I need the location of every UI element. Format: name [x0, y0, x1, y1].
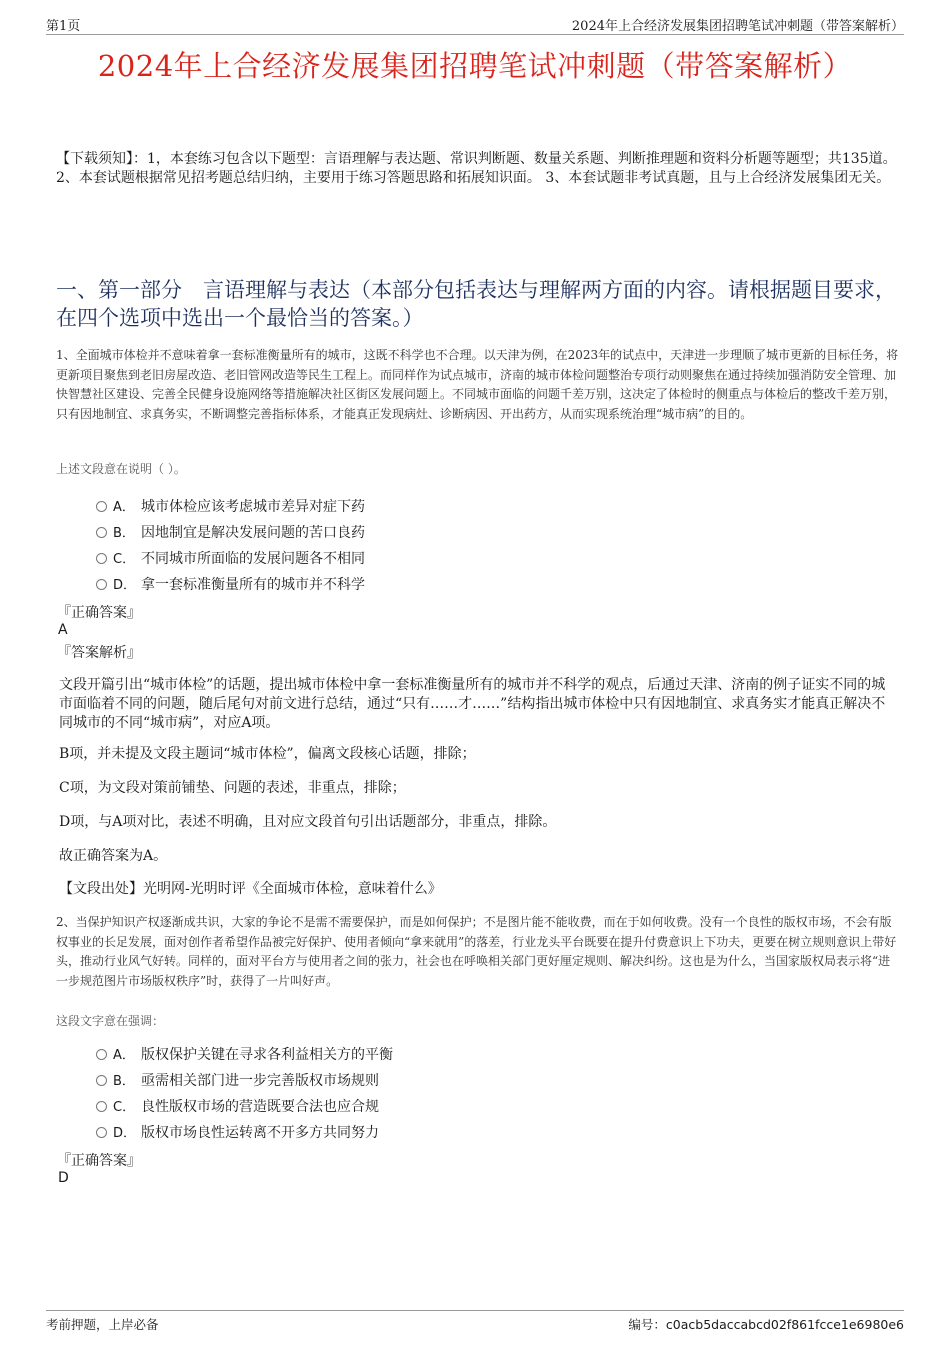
- question-1-conclusion: 故正确答案为A。: [59, 848, 168, 864]
- radio-icon[interactable]: [96, 1075, 107, 1086]
- question-2-option-d[interactable]: D． 版权市场良性运转离不开多方共同努力: [96, 1122, 379, 1142]
- radio-icon[interactable]: [96, 1127, 107, 1138]
- question-2-stem: 这段文字意在强调：: [56, 1014, 165, 1028]
- question-1-analysis-d: D项，与A项对比，表述不明确，且对应文段首句引出话题部分，非重点，排除。: [59, 814, 557, 830]
- question-2-answer-label: 『正确答案』: [57, 1153, 141, 1169]
- footer-slogan: 考前押题，上岸必备: [46, 1317, 159, 1332]
- page-number: 第1页: [46, 19, 81, 34]
- question-2-option-c[interactable]: C． 良性版权市场的营造既要合法也应合规: [96, 1096, 379, 1116]
- page-footer: [46, 1310, 904, 1335]
- radio-icon[interactable]: [96, 1049, 107, 1060]
- download-notice: 【下载须知】：1，本套练习包含以下题型：言语理解与表达题、常识判断题、数量关系题、判断推理题和资料分析题等题型；共135道。 2、本套试题根据常见招考题总结归纳，主要用于练习答题思路和拓展知识面。 3、本套试题非考试真题，且与上合经济发展集团无关。: [56, 151, 897, 186]
- question-1-answer-label: 『正确答案』: [57, 605, 141, 621]
- question-1-analysis-main: 文段开篇引出“城市体检”的话题，提出城市体检中拿一套标准衡量所有的城市并不科学的观点，后通过天津、济南的例子证实不同的城市面临着不同的问题，随后尾句对前文进行总结，通过“只有……才……”结构指出城市体检中只有因地制宜、求真务实才能真正解决不同城市的不同“城市病”，对应A项。: [59, 677, 886, 731]
- footer-code: 编号：c0acb5daccabcd02f861fcce1e6980e6: [628, 1317, 904, 1332]
- question-2-passage: 2、当保护知识产权逐渐成共识，大家的争论不是需不需要保护，而是如何保护；不是图片能不能收费，而在于如何收费。没有一个良性的版权市场，不会有版权事业的长足发展，面对创作者希望作品被完好保护、使用者倾向“拿来就用”的落差，行业龙头平台既要在提升付费意识上下功夫，更要在树立规则意识上带好头，推动行业风气好转。同样的，面对平台方与使用者之间的张力，社会也在呼唤相关部门更好厘定规则、解决纠纷。这也是为什么，当国家版权局表示将“进一步规范图片市场版权秩序”时，获得了一片叫好声。: [56, 915, 897, 988]
- document-title: 2024年上合经济发展集团招聘笔试冲刺题（带答案解析）: [97, 49, 853, 83]
- question-1-analysis-label: 『答案解析』: [57, 645, 141, 661]
- question-1-analysis-b: B项，并未提及文段主题词“城市体检”，偏离文段核心话题，排除；: [59, 746, 476, 762]
- radio-icon[interactable]: [96, 501, 107, 512]
- question-1-option-c[interactable]: C． 不同城市所面临的发展问题各不相同: [96, 548, 365, 568]
- question-1-analysis-c: C项，为文段对策前铺垫、问题的表述，非重点，排除；: [59, 780, 406, 796]
- page-header: [46, 14, 904, 35]
- header-doc-title: 2024年上合经济发展集团招聘笔试冲刺题（带答案解析）: [571, 19, 904, 34]
- question-1-passage: 1、全面城市体检并不意味着拿一套标准衡量所有的城市，这既不科学也不合理。以天津为例，在2023年的试点中，天津进一步理顺了城市更新的目标任务，将更新项目聚焦到老旧房屋改造、老旧管网改造等民生工程上。而同样作为试点城市，济南的城市体检问题整治专项行动则聚焦在通过持续加强消防安全管理、加快智慧社区建设、完善全民健身设施网络等措施解决社区街区发展问题上。不同城市面临的问题千差万别，这决定了体检时的侧重点与体检后的整改千差万别，只有因地制宜、求真务实，不断调整完善指标体系，才能真正发现病灶、诊断病因、开出药方，从而实现系统治理“城市病”的目的。: [56, 348, 899, 421]
- question-1-source: 【文段出处】光明网-光明时评《全面城市体检，意味着什么》: [59, 881, 442, 897]
- question-2-option-a[interactable]: A． 版权保护关键在寻求各利益相关方的平衡: [96, 1044, 393, 1064]
- question-1-option-a[interactable]: A． 城市体检应该考虑城市差异对症下药: [96, 496, 365, 516]
- section-title: 一、第一部分 言语理解与表达（本部分包括表达与理解两方面的内容。请根据题目要求，在四个选项中选出一个最恰当的答案。）: [56, 278, 896, 330]
- question-1-option-d[interactable]: D． 拿一套标准衡量所有的城市并不科学: [96, 574, 365, 594]
- radio-icon[interactable]: [96, 553, 107, 564]
- question-1-answer: A: [58, 622, 68, 638]
- radio-icon[interactable]: [96, 579, 107, 590]
- question-2-option-b[interactable]: B． 亟需相关部门进一步完善版权市场规则: [96, 1070, 379, 1090]
- question-2-answer: D: [58, 1170, 69, 1186]
- radio-icon[interactable]: [96, 527, 107, 538]
- question-1-stem: 上述文段意在说明（ ）。: [56, 462, 186, 476]
- radio-icon[interactable]: [96, 1101, 107, 1112]
- question-1-option-b[interactable]: B． 因地制宜是解决发展问题的苦口良药: [96, 522, 365, 542]
